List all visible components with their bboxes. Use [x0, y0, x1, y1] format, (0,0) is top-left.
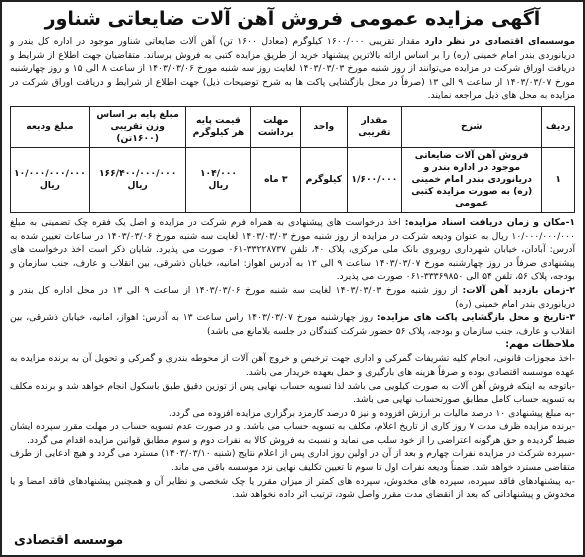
note-item: -باتوجه به اینکه فروش آهن آلات به صورت کیلویی می باشد لذا تسویه حساب نهایی پس از توزین دقیق طبق باسکول انجام خواهد شد و برنده مکلف به تسویه حساب کامل مطابق صورتحساب نهایی می باشد.: [10, 380, 575, 406]
notes-title: ملاحظات مهم:: [505, 339, 575, 351]
notice-title: آگهی مزایده عمومی فروش آهن آلات ضایعاتی شناور: [44, 8, 541, 30]
section-visit-text: از روز شنبه مورخ ۱۴۰۳/۰۳/۰۳ لغایت سه شنبه مورخ ۱۴۰۳/۰۳/۰۶ از ساعت ۹ الی ۱۳ در محل اداره کل بندر و دریانوردی بندر امام خمینی (ره): [10, 284, 575, 310]
cell-deadline: ۳ ماه: [251, 147, 301, 212]
note-item: -به مبلغ پیشنهادی ۱۰ درصد مالیات بر ارزش افزوده و نیز ۵ درصد کارمزد برگزاری مزایده افزوده می گردد.: [168, 407, 575, 419]
section-visit-head: ۲-زمان بازدید آهن آلات:: [462, 284, 576, 296]
note-item: -برنده مزایده ظرف مدت ۷ روز کاری از تاریخ اعلام، مکلف به تسویه حساب می باشد. و در صورت عدم تسویه حساب در مهلت مقرر سپرده ایشان ضبط گردیده و حق هرگونه اعتراضی را از خود سلب می نماید و نسبت به فروش کالا به نفرات دوم و سوم مطابق قوانین مزایده اقدام می گردد.: [10, 421, 576, 446]
intro-text: مقدار تقریبی ۱۶۰۰/۰۰۰ کیلوگرم (معادل ۱۶۰۰ تن) آهن آلات ضایعاتی شناور موجود در اداره کل بندر و دریانوردی بندر امام خمینی (ره) را بر اساس ارائه بالاترین پیشنهاد خرید از طریق مزایده کتبی به فروش برساند. متقاضیان جهت اطلاع از شرایط و دریافت اوراق شرکت در مزایده می‌توانند از روز شنبه مورخ ۱۴۰۳/۰۳/۰۳ لغایت روز سه شنبه مورخ ۱۴۰۳/۰۳/۰۶ از ساعت ۸ الی ۱۵ و روز چهارشنبه مورخ ۱۴۰۳/۰۳/۰۷ از ساعت ۹ الی ۱۳ (صرفاً در محل بازگشایی پاکت ها به شرح توضیحات ذیل) جهت اطلاع از شرایط و دریافت اوراق شرکت در مزایده به محل های ذیل مراجعه نمایند.: [10, 36, 575, 102]
cell-row-number: ۱: [542, 147, 575, 212]
section-visit: [10, 284, 575, 311]
items-table: [10, 106, 575, 213]
section-documents: [10, 216, 575, 284]
notes-list: [10, 352, 575, 502]
table-header-row: [11, 106, 575, 147]
header-bail: مبلغ ودیعه: [11, 106, 90, 147]
cell-quantity: ۱/۶۰۰/۰۰۰: [347, 147, 402, 212]
note-item: -به پیشنهادهای فاقد سپرده، سپرده های مخدوش، سپرده های کمتر از میزان مقرر یا چک شخصی و نظایر آن و همچنین پیشنهادهای فاقد امضا و یا مخدوش و پیشنهاداتی که بعد از انقضای مدت مقرر واصل شود، ترتیب اثر داده نخواهد شد.: [10, 475, 575, 501]
header-description: شرح: [402, 106, 542, 147]
header-quantity: مقدار تقریبی: [347, 106, 402, 147]
note-item: -سپرده شرکت در مزایده نفرات چهارم و بعد از آن در اولین روز اداری پس از اعلام نتایج (شنبه ۱۴۰۳/۰۳/۱۰) مسترد می گردد و هیچ ادعایی از طرف متقاضی مسترد خواهد شد. ضمناً ودیعه نفرات اول تا سوم تا تعیین تکلیف نهایی نزد موسسه باقی می ماند.: [10, 448, 575, 474]
section-documents-text: اخذ درخواست های پیشنهادی به همراه فرم شرکت در مزایده و اصل یک فقره چک تضمینی به مبلغ ۱۰/۰۰۰/۰۰۰/۰۰۰ ریال به عنوان ودیعه شرکت در مزایده از روز شنبه مورخ ۱۴۰۳/۰۳/۰۳ لغایت سه شنبه مورخ ۱۴۰۳/۰۳/۰۶ در ساعات تعیین شده به آدرس: آبادان، خیابان شهرداری روبروی بانک ملی مرکزی، پلاک ۴۰، تلفن ۳۳۲۲۸۷۳۷-۰۶۱ صورت می پذیرد. شایان ذکر است اخذ درخواست های پیشنهادی صرفاً در روز چهارشنبه مورخ ۱۴۰۳/۰۳/۰۷ ساعت ۹ الی ۱۲ به آدرس اهواز: امانیه، خیابان ذشرقی، بین انقلاب و عارف، جنب سازمان و بودجه، پلاک ۵۶، تلفن ۵۴ الی ۳۳۳۶۹۸۵۰-۰۶۱ صورت می پذیرد.: [10, 216, 575, 283]
cell-unit-price: ۱۰۴/۰۰۰ ریال: [186, 147, 251, 212]
note-item: -اخذ مجوزات قانونی، انجام کلیه تشریفات گمرکی و اداری جهت ترخیص و خروج آهن آلات از محوطه بندری و گمرکی و تحویل آن به برنده مزایده به عهده موسسه اقتصادی بوده و صرفاً هزینه های بارگیری و حمل بعهده خریدار می باشد.: [10, 353, 575, 378]
cell-base-price: ۱۶۶/۴۰۰/۰۰۰/۰۰۰ ریال: [89, 147, 186, 212]
header-unit: واحد: [301, 106, 347, 147]
header-row-number: ردیف: [542, 106, 575, 147]
header-unit-price: قیمت پایه هر کیلوگرم: [186, 106, 251, 147]
header-deadline: مهلت برداشت: [251, 106, 301, 147]
header-base-price: مبلغ پایه بر اساس وزن تقریبی (۱۶۰۰تن): [89, 106, 186, 147]
intro-paragraph: [10, 35, 575, 103]
table-row: [11, 147, 575, 212]
cell-bail: ۱۰/۰۰۰/۰۰۰/۰۰۰ ریال: [11, 147, 90, 212]
signature: موسسه اقتصادی: [14, 533, 124, 548]
section-opening-head: ۳-تاریخ و محل بازگشایی پاکت های مزایده:: [376, 312, 575, 324]
cell-unit: کیلوگرم: [301, 147, 347, 212]
cell-description: فروش آهن آلات ضایعاتی موجود در اداره بندر و دریانوردی بندر امام خمینی (ره) به صورت مزایده کتبی عمومی: [402, 147, 542, 212]
section-documents-head: ۱-مکان و زمان دریافت اسناد مزایده:: [404, 216, 575, 228]
section-opening-text: روز چهارشنبه مورخ ۱۴۰۳/۰۳/۰۷ راس ساعت ۱۳ به آدرس: اهواز، امانیه، خیابان ذشرقی، بین انقلاب و عارف، جنب سازمان و بودجه، پلاک ۵۶ حضور شرکت کنندگان در جلسه بلامانع می باشد): [10, 312, 575, 337]
section-opening: [10, 311, 575, 338]
intro-lead: موسسه‌ای اقتصادی در نظر دارد: [424, 36, 576, 47]
